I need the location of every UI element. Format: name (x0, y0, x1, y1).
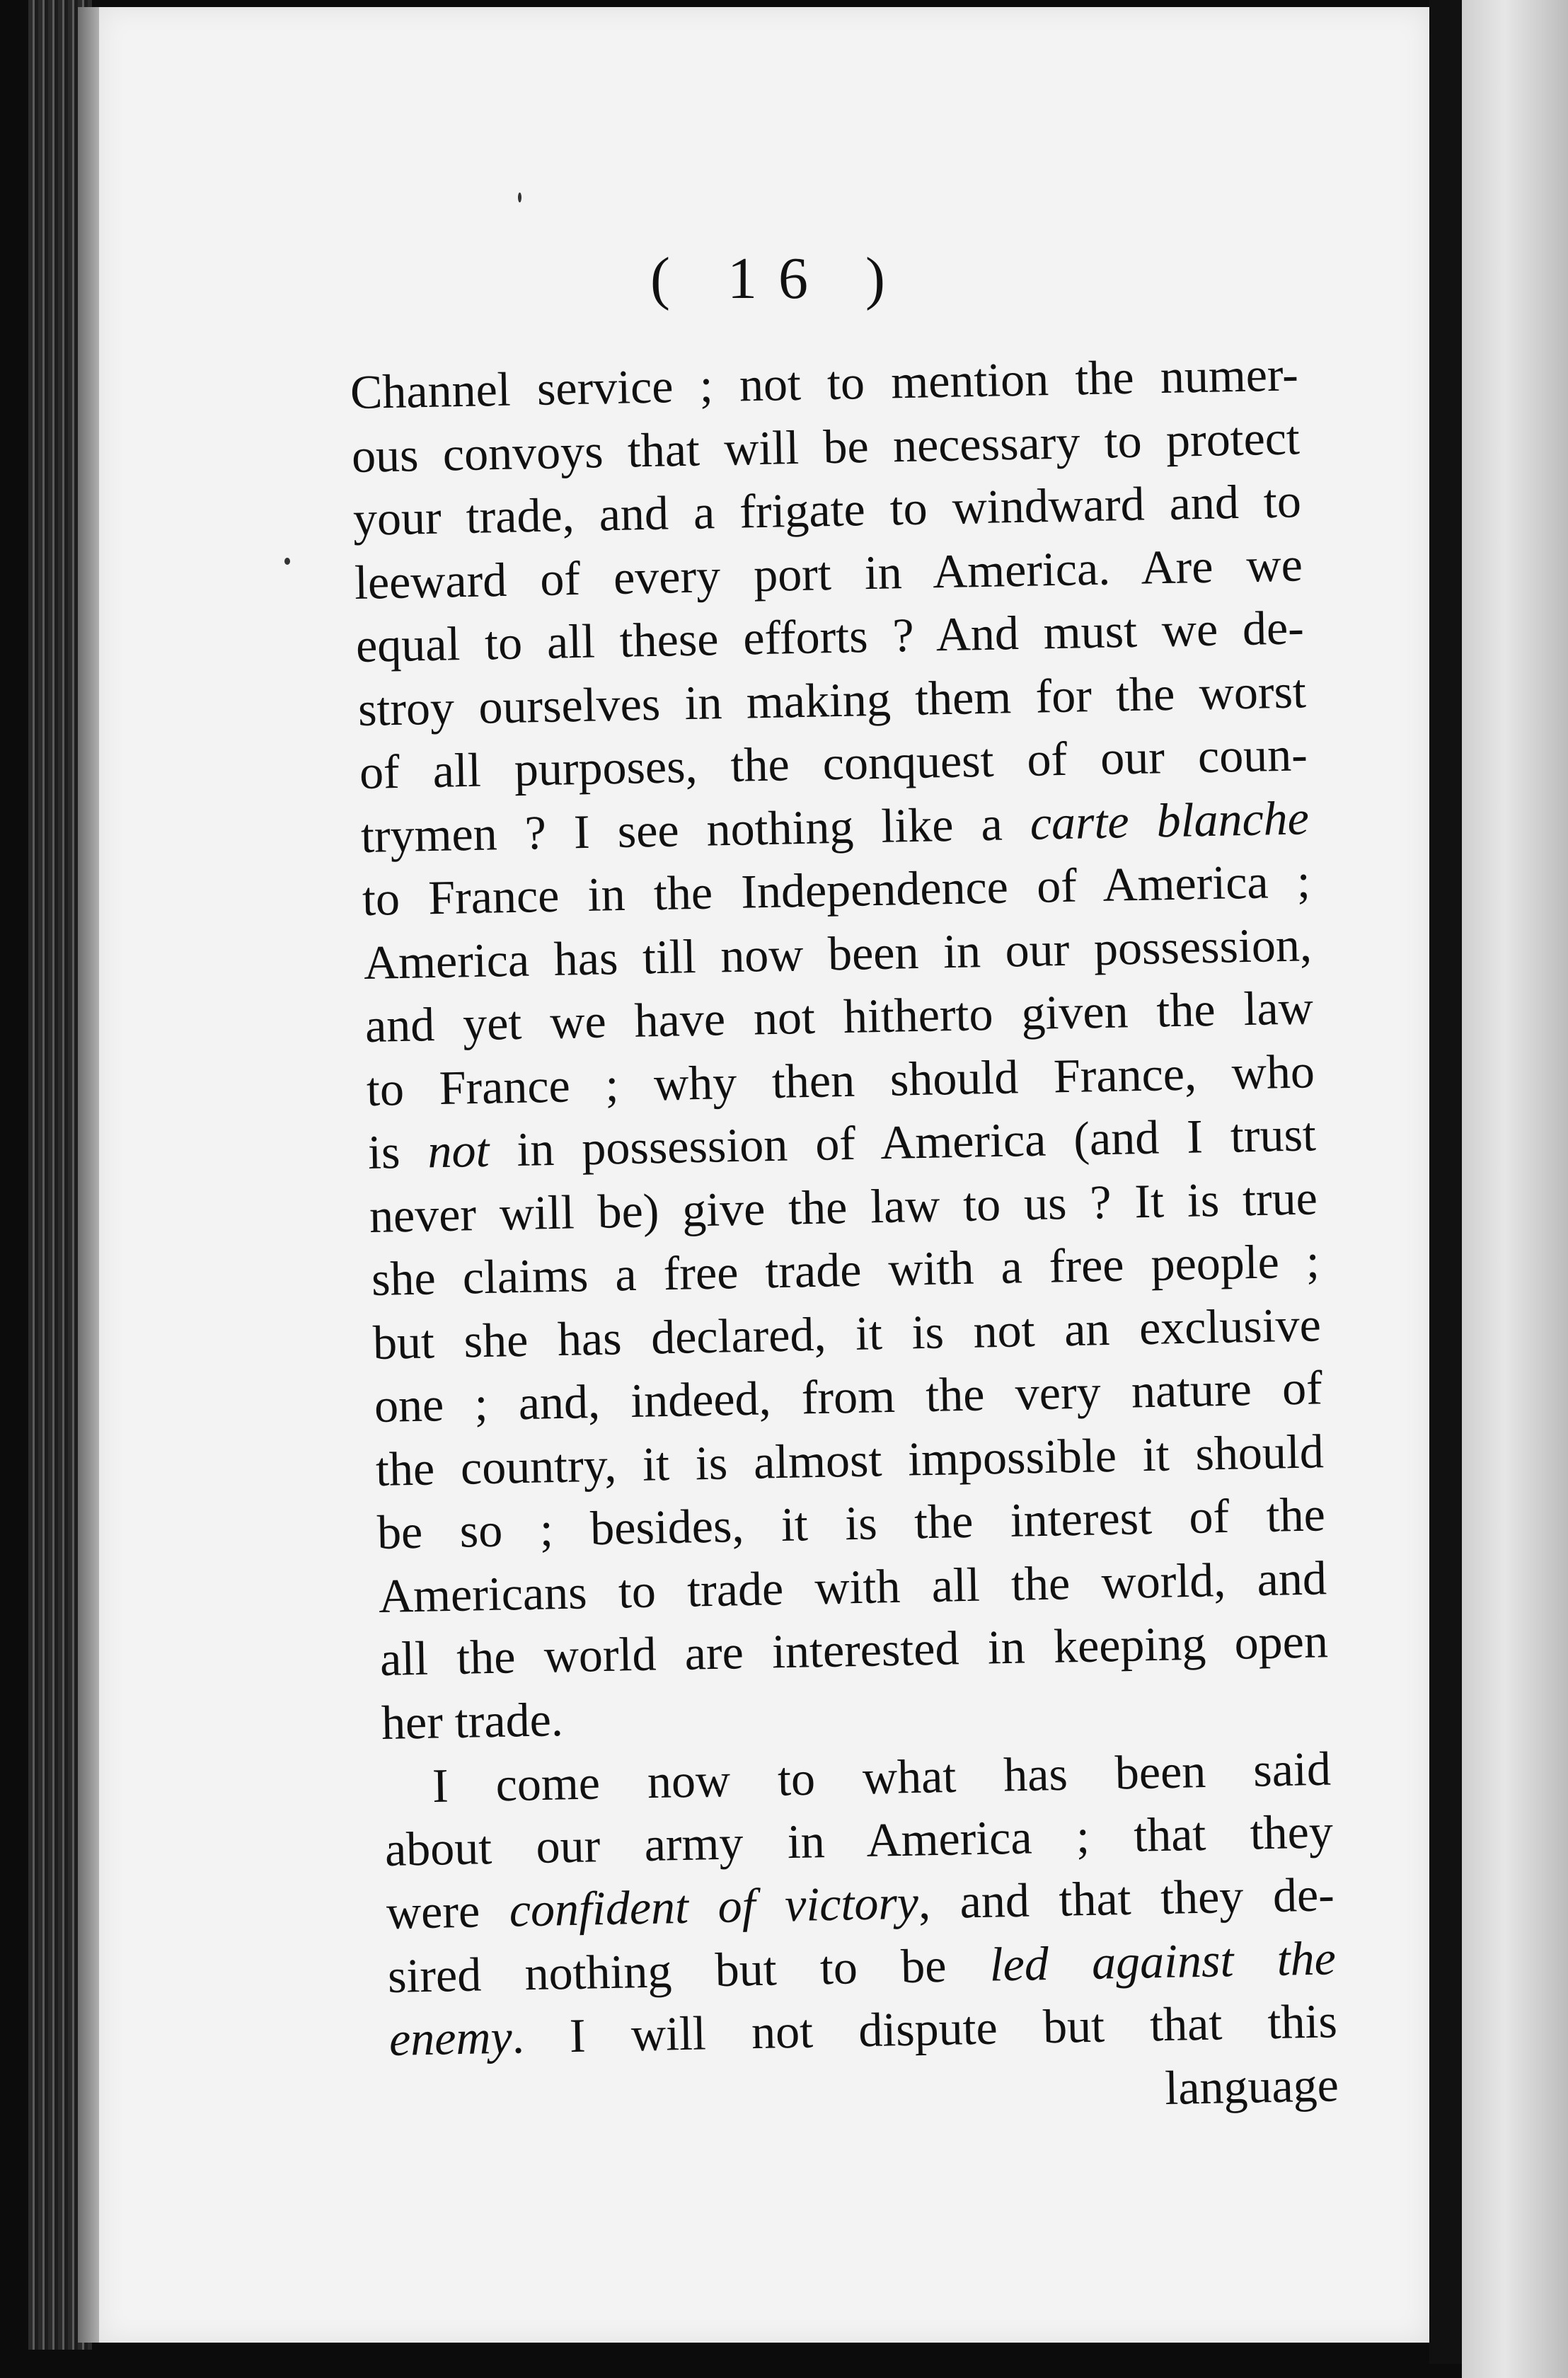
text-run: and yet we have not hitherto given the law (364, 980, 1314, 1052)
text-line (384, 1803, 1334, 1876)
text-line (360, 790, 1310, 863)
text-line (381, 1680, 1330, 1750)
text-line (355, 600, 1305, 672)
text-run: she claims a free trade with a free people ; (370, 1234, 1320, 1306)
facing-page-edge (1462, 0, 1568, 2378)
text-run: be so ; besides, it is the interest of the (376, 1487, 1326, 1559)
text-run: I come now to what has been said (432, 1741, 1332, 1813)
text-line (357, 663, 1307, 736)
text-line (362, 854, 1311, 926)
text-run: never will be) give the law to us ? It is true (369, 1170, 1318, 1243)
text-line (352, 473, 1302, 546)
ink-speck (518, 193, 521, 202)
book-gutter (1429, 0, 1462, 2364)
text-line (364, 980, 1314, 1052)
text-run: one ; and, indeed, from the very nature of (374, 1360, 1323, 1432)
text-run: equal to all these efforts ? And must we de- (355, 600, 1305, 672)
text-run: stroy ourselves in making them for the worst (357, 663, 1307, 736)
text-line (374, 1360, 1323, 1432)
text-run: . I will not dispute but that this (511, 1994, 1338, 2064)
text-run: sired nothing but to be (387, 1937, 991, 2003)
ink-speck (284, 558, 290, 565)
italic-text: enemy (388, 2009, 513, 2066)
text-line (358, 727, 1308, 799)
text-run: to France in the Independence of America ; (362, 854, 1311, 926)
text-line (375, 1423, 1325, 1496)
text-line (370, 1234, 1320, 1306)
text-run: all the world are interested in keeping open (379, 1614, 1329, 1686)
text-run: , and that they de- (917, 1867, 1335, 1929)
text-run: her trade. (381, 1691, 564, 1750)
text-line (366, 1043, 1315, 1116)
text-run: in possession of America (and I trust (488, 1107, 1317, 1177)
text-line (432, 1741, 1332, 1813)
text-run: Americans to trade with all the world, and (378, 1550, 1327, 1623)
text-run: of all purposes, the conquest of our coun- (358, 727, 1308, 799)
text-run: America has till now been in our possession, (363, 917, 1313, 989)
text-line (387, 1930, 1337, 2003)
text-run: Channel service ; not to mention the numer- (350, 347, 1299, 419)
text-line (385, 1867, 1335, 1939)
text-run: trymen ? I see nothing like a (360, 795, 1031, 863)
text-run: but she has declared, it is not an exclusive (371, 1297, 1322, 1369)
text-line (388, 1994, 1338, 2066)
text-run: is (367, 1124, 429, 1179)
text-line (350, 347, 1299, 419)
book-page (99, 7, 1429, 2343)
text-line (354, 536, 1303, 609)
text-line (376, 1487, 1326, 1559)
text-run: ous convoys that will be necessary to protect (351, 410, 1301, 483)
italic-text: carte blanche (1029, 790, 1310, 850)
italic-text: not (427, 1122, 490, 1178)
text-run: leeward of every port in America. Are we (354, 536, 1303, 609)
text-line (367, 1107, 1317, 1179)
text-line (371, 1297, 1322, 1369)
text-run: to France ; why then should France, who (366, 1043, 1315, 1116)
text-run: were (385, 1883, 510, 1939)
text-run: the country, it is almost impossible it should (375, 1423, 1325, 1496)
italic-text: led against the (988, 1930, 1337, 1992)
text-line (379, 1614, 1329, 1686)
text-run: about our army in America ; that they (384, 1803, 1334, 1876)
text-run: language (1164, 2057, 1339, 2115)
text-line (378, 1550, 1327, 1623)
text-line (363, 917, 1313, 989)
text-line (351, 410, 1301, 483)
page-number: ( 16 ) (650, 246, 906, 311)
text-line (369, 1170, 1318, 1243)
italic-text: confident of victory (508, 1875, 919, 1937)
text-run: your trade, and a frigate to windward and to (352, 473, 1302, 546)
text-line (390, 2057, 1339, 2127)
